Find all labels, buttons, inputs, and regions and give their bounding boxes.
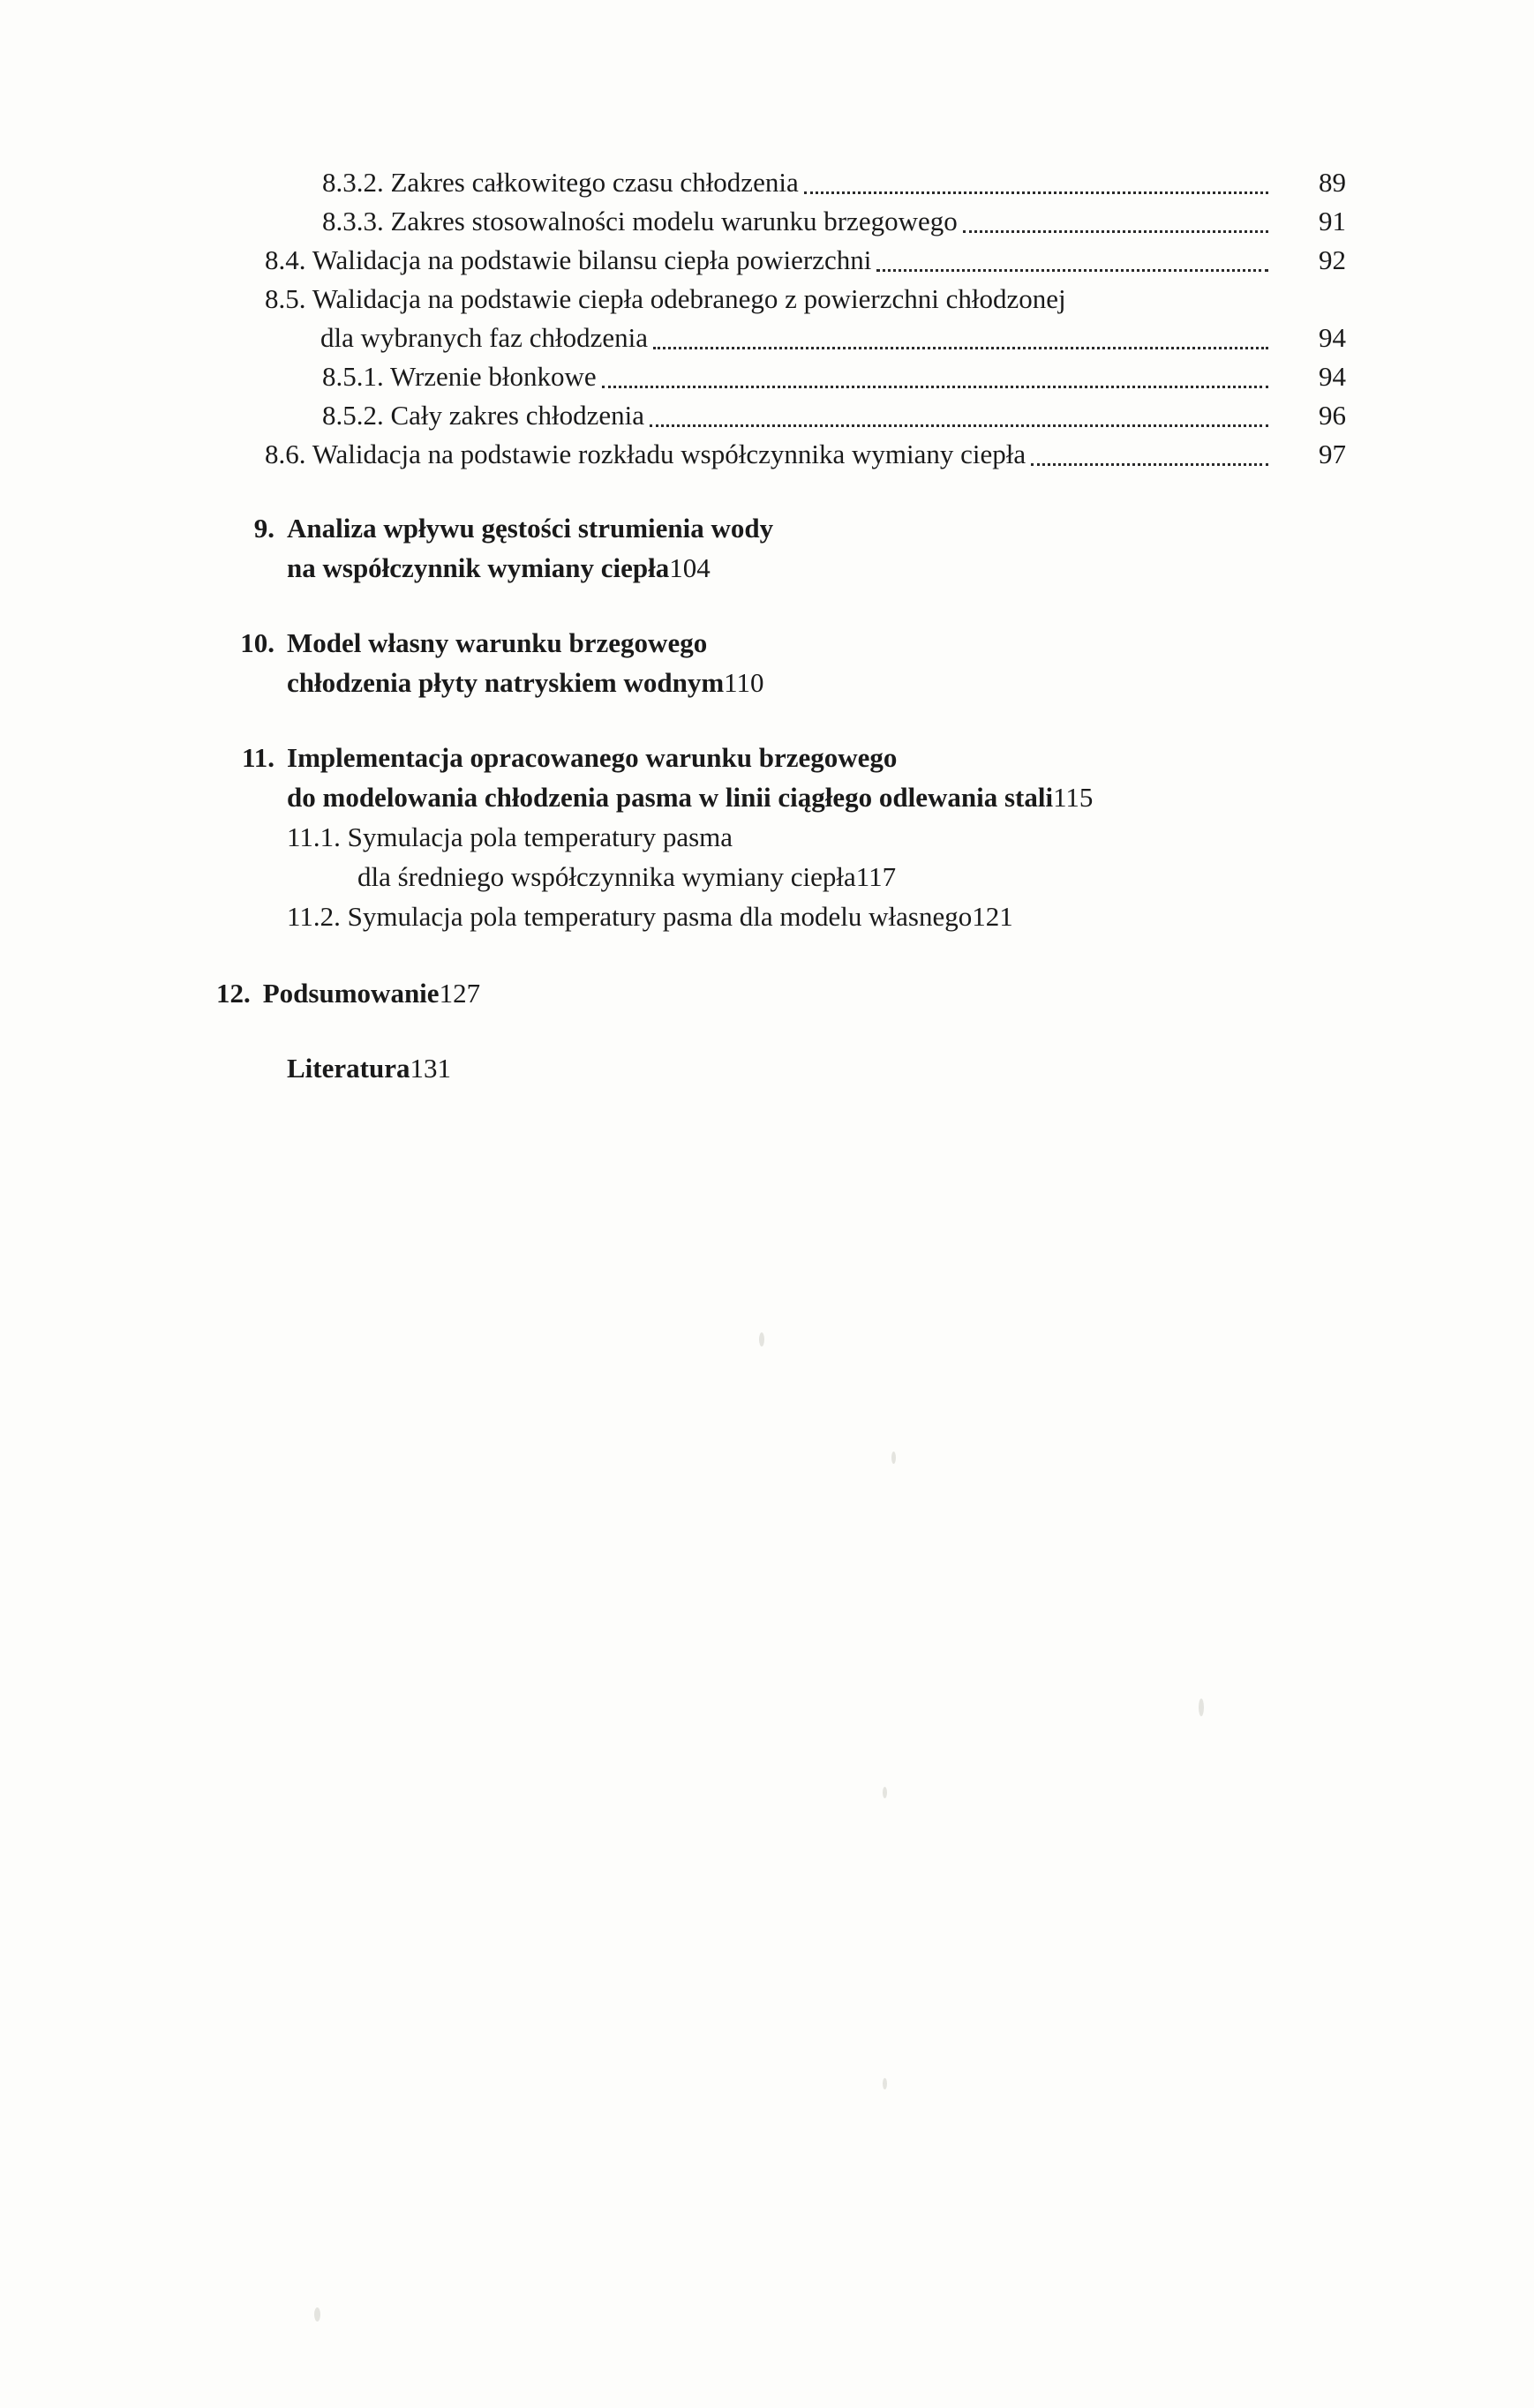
toc-entry-continuation[interactable]: [216, 858, 1346, 897]
toc-entry-label: 11.2. Symulacja pola temperatury pasma dla modelu własnego: [287, 900, 973, 932]
toc-page-number: 94: [1319, 361, 1346, 393]
toc-chapter-line-1: [216, 624, 1346, 664]
scan-artifact: [314, 2307, 320, 2322]
scan-artifact: [759, 1332, 764, 1347]
toc-leader: [650, 424, 1268, 427]
toc-entry-label: 8.3.3. Zakres stosowalności modelu warunku brzegowego: [322, 206, 958, 237]
toc-chapter-line-1: [216, 509, 1346, 549]
scan-artifact: [883, 2078, 887, 2089]
toc-chapter-number: 9.: [253, 513, 274, 544]
table-of-contents: [216, 163, 1346, 1088]
toc-chapter-entry[interactable]: [216, 739, 1346, 818]
toc-page-number: 96: [1319, 400, 1346, 431]
toc-entry[interactable]: [216, 241, 1346, 280]
toc-entry-label: 8.6. Walidacja na podstawie rozkładu współczynnika wymiany ciepła: [265, 439, 1026, 470]
toc-entry-label: 8.4. Walidacja na podstawie bilansu ciepła powierzchni: [265, 244, 872, 276]
toc-chapter-number: 12.: [216, 977, 251, 1009]
toc-page-number: 127: [439, 977, 481, 1009]
toc-chapter-title: Implementacja opracowanego warunku brzegowego: [287, 741, 898, 773]
toc-entry-label: 8.5.1. Wrzenie błonkowe: [322, 361, 597, 393]
toc-page-number: 115: [1053, 781, 1094, 813]
toc-page-number: 94: [1319, 322, 1346, 354]
toc-entry[interactable]: [216, 396, 1346, 435]
toc-page-number: 92: [1319, 244, 1346, 276]
toc-page-number: 131: [410, 1052, 451, 1084]
toc-page-number: 110: [724, 666, 764, 698]
toc-entry-label: 8.5.2. Cały zakres chłodzenia: [322, 400, 644, 431]
toc-entry[interactable]: [216, 435, 1346, 474]
toc-entry-label: dla wybranych faz chłodzenia: [320, 322, 648, 354]
toc-chapter-title: Model własny warunku brzegowego: [287, 627, 708, 658]
toc-page-number: 104: [669, 552, 711, 584]
toc-leader: [602, 385, 1268, 388]
toc-chapter-number: 10.: [240, 627, 274, 658]
toc-chapter-line-1: [216, 739, 1346, 778]
toc-entry[interactable]: [216, 818, 1346, 858]
toc-chapter-title: Analiza wpływu gęstości strumienia wody: [287, 513, 774, 544]
toc-page-number: 117: [855, 860, 897, 892]
toc-chapter-title-cont: do modelowania chłodzenia pasma w linii ciągłego odlewania stali: [287, 781, 1054, 813]
toc-entry[interactable]: [216, 202, 1346, 241]
toc-entry[interactable]: [216, 357, 1346, 396]
toc-entry-label: Literatura: [287, 1052, 410, 1084]
toc-entry[interactable]: [216, 897, 1346, 937]
scan-artifact: [883, 1787, 887, 1798]
scan-artifact: [891, 1452, 896, 1464]
toc-chapter-title-cont: chłodzenia płyty natryskiem wodnym: [287, 666, 725, 698]
toc-page-number: 89: [1319, 167, 1346, 198]
toc-entry-label: 8.3.2. Zakres całkowitego czasu chłodzenia: [322, 167, 799, 198]
toc-entry-label: 11.1. Symulacja pola temperatury pasma: [287, 821, 733, 852]
toc-chapter-entry[interactable]: [216, 624, 1346, 703]
toc-page-number: 97: [1319, 439, 1346, 470]
toc-chapter-entry[interactable]: [216, 509, 1346, 589]
toc-chapter-line-2: [216, 778, 1346, 818]
toc-chapter-title-cont: na współczynnik wymiany ciepła: [287, 552, 670, 584]
toc-entry[interactable]: [216, 163, 1346, 202]
scan-artifact: [1199, 1699, 1204, 1716]
toc-chapter-title: Podsumowanie: [262, 977, 440, 1009]
toc-chapter-line-2: [216, 664, 1346, 703]
toc-entry-literature[interactable]: [216, 1049, 1346, 1089]
toc-entry-label: 8.5. Walidacja na podstawie ciepła odebranego z powierzchni chłodzonej: [265, 283, 1066, 315]
toc-leader: [876, 268, 1268, 272]
toc-chapter-line-2: [216, 549, 1346, 589]
toc-page-number: 91: [1319, 206, 1346, 237]
toc-leader: [963, 229, 1268, 233]
toc-entry-continuation[interactable]: [216, 319, 1346, 357]
toc-chapter-entry[interactable]: [216, 974, 1346, 1014]
toc-leader: [1072, 310, 1268, 311]
toc-entry-label: dla średniego współczynnika wymiany ciepła: [357, 860, 856, 892]
toc-leader: [1031, 462, 1268, 466]
toc-leader: [804, 191, 1268, 194]
toc-entry[interactable]: [216, 280, 1346, 319]
toc-chapter-number: 11.: [241, 741, 274, 773]
toc-leader: [653, 346, 1268, 349]
toc-page-number: 121: [972, 900, 1013, 932]
